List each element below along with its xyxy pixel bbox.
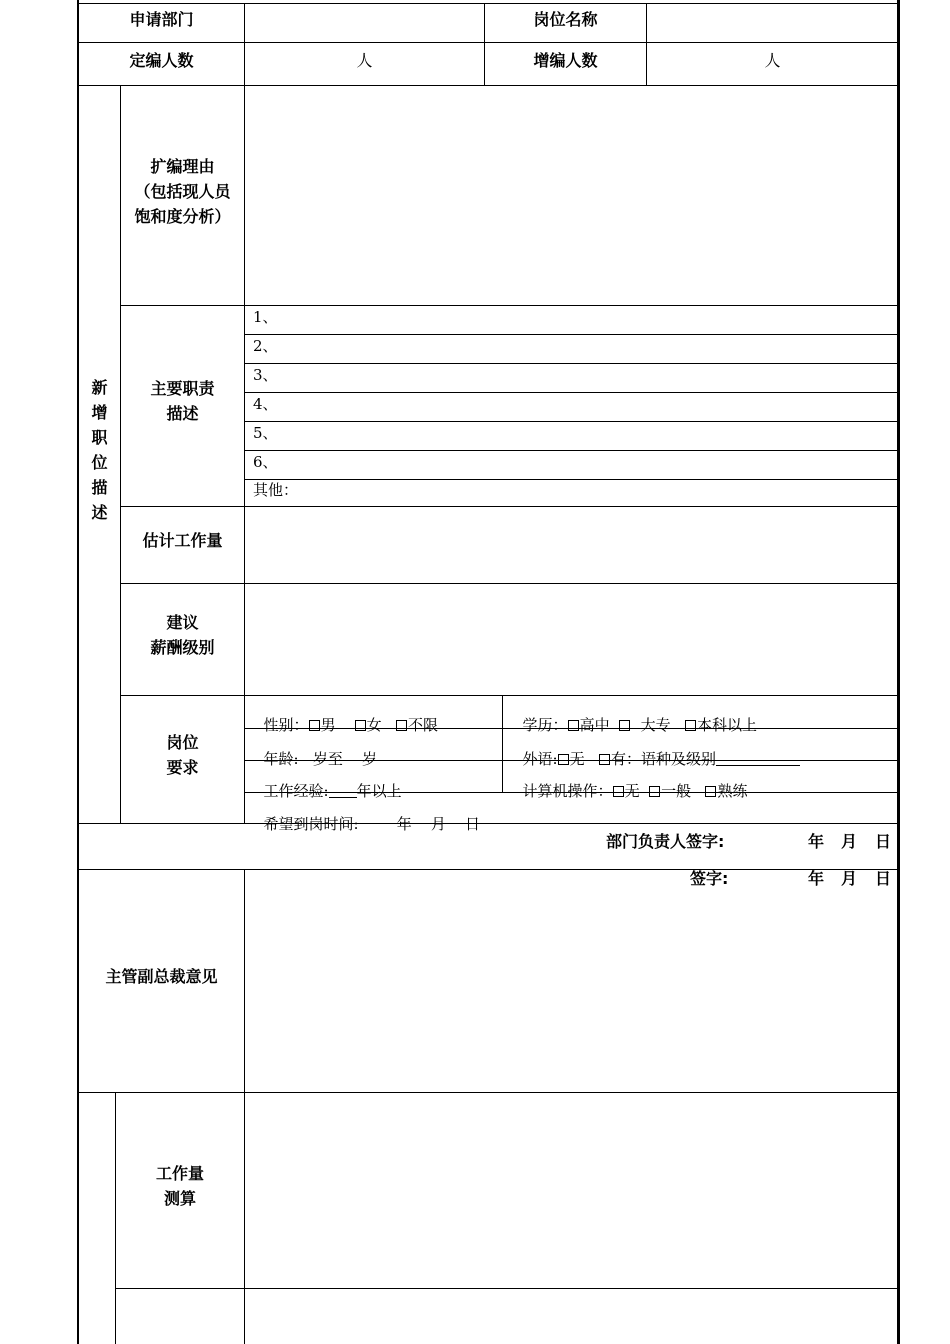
quota-label: 定编人数 bbox=[129, 50, 194, 70]
increase-field[interactable]: 人 bbox=[764, 50, 781, 70]
dept-sign-label: 部门负责人签字: bbox=[606, 832, 725, 851]
arrival-row bbox=[254, 794, 480, 834]
gender-option: 男 bbox=[320, 716, 336, 734]
gender-option: 不限 bbox=[407, 716, 438, 734]
computer-option: 无 bbox=[624, 782, 640, 800]
gender-label: 性别： bbox=[263, 716, 309, 734]
education-option: 本科以上 bbox=[697, 716, 758, 734]
dept-sign-field[interactable] bbox=[730, 828, 802, 856]
age-from: 岁至 bbox=[312, 750, 343, 768]
rule-duty3 bbox=[244, 392, 898, 393]
requirements-label: 岗位 要求 bbox=[166, 733, 199, 777]
education-label: 学历： bbox=[522, 716, 568, 734]
dept-label: 申请部门 bbox=[129, 9, 194, 29]
language-none: 无 bbox=[569, 750, 585, 768]
experience-suffix: 年以上 bbox=[356, 782, 402, 800]
duty-other[interactable]: 其他： bbox=[253, 481, 299, 499]
duty-item[interactable]: 6、 bbox=[253, 453, 278, 471]
gender-option: 女 bbox=[366, 716, 382, 734]
duty-item[interactable]: 3、 bbox=[253, 366, 278, 384]
new-post-char: 职 bbox=[91, 428, 108, 447]
checkbox[interactable] bbox=[396, 720, 407, 731]
education-option: 大专 bbox=[640, 716, 671, 734]
rule-duty1 bbox=[244, 334, 898, 335]
arrival-day: 日 bbox=[464, 815, 480, 833]
vp-sign-month: 月 bbox=[841, 869, 858, 888]
rule-duty2 bbox=[244, 363, 898, 364]
dept-field[interactable] bbox=[245, 4, 484, 42]
measure-field[interactable] bbox=[245, 1093, 898, 1288]
measure-label: 工作量 测算 bbox=[155, 1164, 204, 1208]
duty-item[interactable]: 4、 bbox=[253, 395, 278, 413]
checkbox[interactable] bbox=[649, 786, 660, 797]
vp-sign-label: 签字: bbox=[690, 869, 729, 888]
education-option: 高中 bbox=[579, 716, 610, 734]
salary-field[interactable] bbox=[245, 584, 898, 695]
vp-opinion-field[interactable] bbox=[245, 895, 898, 1092]
vp-sign-year: 年 bbox=[808, 869, 825, 888]
computer-option: 熟练 bbox=[717, 782, 748, 800]
rule-section-end bbox=[78, 823, 898, 824]
new-post-char: 描 bbox=[91, 478, 108, 497]
reason-label: 扩编理由 （包括现人员 饱和度分析） bbox=[134, 156, 231, 226]
quota-field[interactable]: 人 bbox=[356, 50, 373, 70]
experience-label: 工作经验: bbox=[263, 782, 329, 800]
duty-item[interactable]: 1、 bbox=[253, 308, 278, 326]
checkbox[interactable] bbox=[613, 786, 624, 797]
arrival-year: 年 bbox=[396, 815, 412, 833]
dept-sign-month: 月 bbox=[841, 832, 858, 851]
arrival-label: 希望到岗时间: bbox=[263, 815, 359, 833]
next-field[interactable] bbox=[245, 1289, 898, 1344]
rule-duty6 bbox=[244, 479, 898, 480]
new-post-char: 新 bbox=[91, 378, 108, 397]
language-label: 外语: bbox=[522, 750, 558, 768]
duty-item[interactable]: 2、 bbox=[253, 337, 278, 355]
reason-field[interactable] bbox=[245, 86, 898, 305]
new-post-title bbox=[79, 375, 120, 525]
new-post-char: 述 bbox=[91, 503, 108, 522]
dept-sign-year: 年 bbox=[808, 832, 825, 851]
new-post-char: 位 bbox=[91, 453, 108, 472]
workload-label: 估计工作量 bbox=[142, 531, 223, 550]
dept-sign-day: 日 bbox=[875, 832, 892, 851]
post-label: 岗位名称 bbox=[533, 9, 598, 29]
col-rule-req-split bbox=[502, 695, 503, 792]
computer-row bbox=[513, 761, 747, 801]
computer-option: 一般 bbox=[661, 782, 692, 800]
vp-sign-day: 日 bbox=[875, 869, 892, 888]
age-label: 年龄: bbox=[263, 750, 299, 768]
salary-label: 建议 薪酬级别 bbox=[150, 613, 215, 657]
increase-label: 增编人数 bbox=[533, 50, 598, 70]
workload-field[interactable] bbox=[245, 507, 898, 583]
language-has: 有：语种及级别 bbox=[610, 750, 716, 768]
rule-duty4 bbox=[244, 421, 898, 422]
arrival-month: 月 bbox=[430, 815, 446, 833]
rule-duty5 bbox=[244, 450, 898, 451]
vp-label: 主管副总裁意见 bbox=[105, 967, 218, 986]
duty-item[interactable]: 5、 bbox=[253, 424, 278, 442]
age-to: 岁 bbox=[362, 750, 378, 768]
post-field[interactable] bbox=[647, 4, 898, 42]
checkbox[interactable] bbox=[705, 786, 716, 797]
duties-label: 主要职责 描述 bbox=[150, 379, 215, 423]
computer-label: 计算机操作： bbox=[522, 782, 613, 800]
new-post-char: 增 bbox=[91, 403, 108, 422]
